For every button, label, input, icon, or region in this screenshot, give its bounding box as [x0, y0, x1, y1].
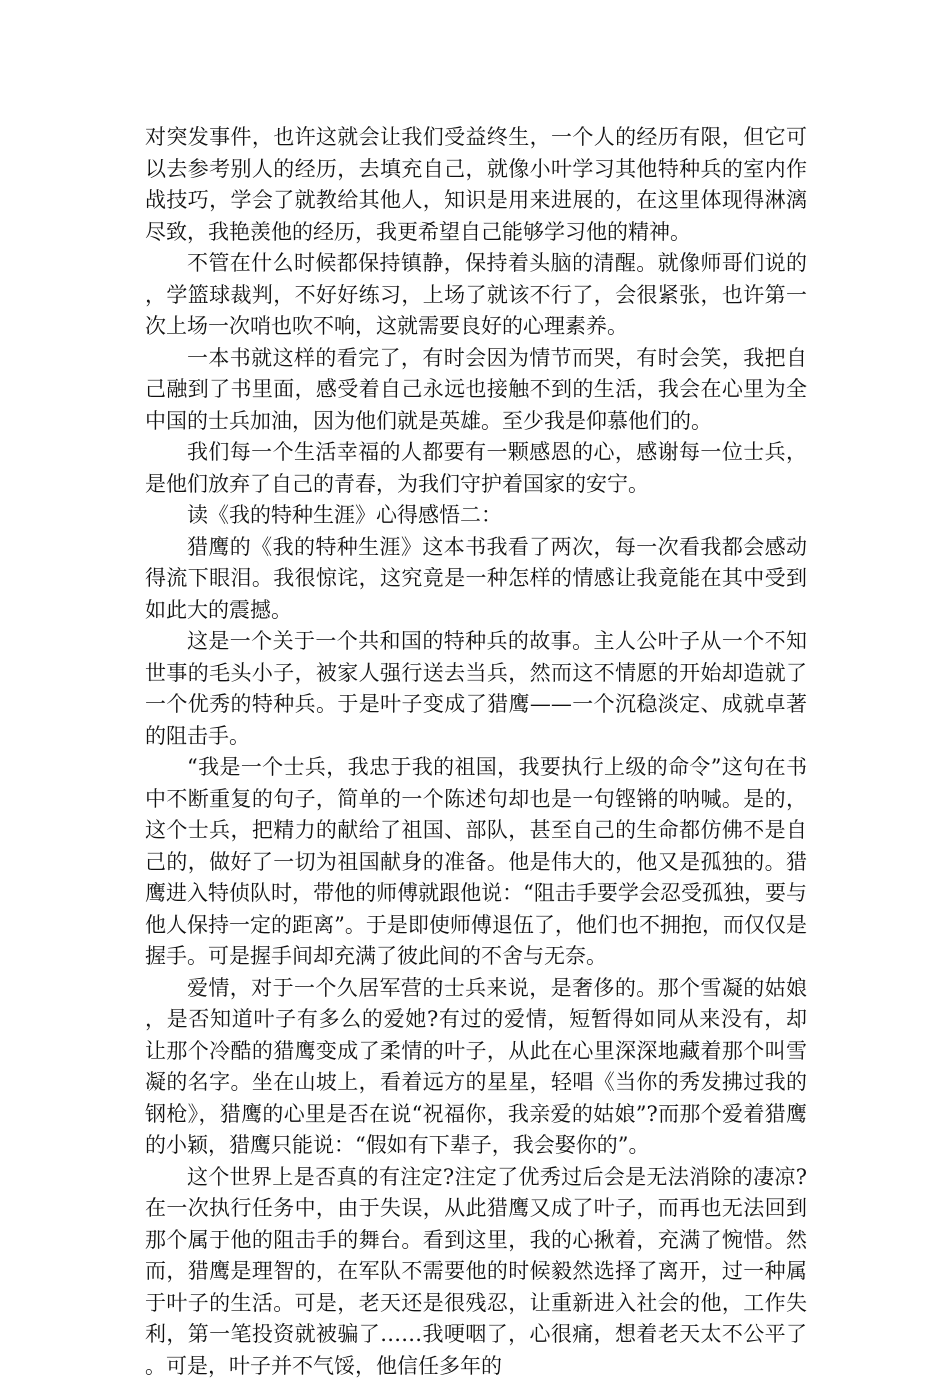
paragraph: 不管在什么时候都保持镇静，保持着头脑的清醒。就像师哥们说的，学篮球裁判，不好好练习，上场了就该不行了，会很紧张，也许第一次上场一次哨也吹不响，这就需要良好的心理素养。 [145, 248, 807, 343]
paragraph: 一本书就这样的看完了，有时会因为情节而哭，有时会笑，我把自己融到了书里面，感受着自己永远也接触不到的生活，我会在心里为全中国的士兵加油，因为他们就是英雄。至少我是仰慕他们的。 [145, 343, 807, 438]
paragraph: 这个世界上是否真的有注定?注定了优秀过后会是无法消除的凄凉?在一次执行任务中，由于失误，从此猎鹰又成了叶子，而再也无法回到那个属于他的阻击手的舞台。看到这里，我的心揪着，充满了惋惜。然而，猎鹰是理智的，在军队不需要他的时候毅然选择了离开，过一种属于叶子的生活。可是，老天还是很残忍，让重新进入社会的他，工作失利，第一笔投资就被骗了……我哽咽了，心很痛，想着老天太不公平了。可是，叶子并不气馁，他信任多年的 [145, 1162, 807, 1382]
paragraph-continuation: 对突发事件，也许这就会让我们受益终生，一个人的经历有限，但它可以去参考别人的经历，去填充自己，就像小叶学习其他特种兵的室内作战技巧，学会了就教给其他人，知识是用来进展的，在这里体现得淋漓尽致，我艳羡他的经历，我更希望自己能够学习他的精神。 [145, 122, 807, 248]
document-page [145, 122, 807, 1382]
paragraph: “我是一个士兵，我忠于我的祖国，我要执行上级的命令”这句在书中不断重复的句子，简单的一个陈述句却也是一句铿锵的呐喊。是的，这个士兵，把精力的献给了祖国、部队，甚至自己的生命都仿佛不是自己的，做好了一切为祖国献身的准备。他是伟大的，他又是孤独的。猎鹰进入特侦队时，带他的师傅就跟他说：“阻击手要学会忍受孤独，要与他人保持一定的距离”。于是即使师傅退伍了，他们也不拥抱，而仅仅是握手。可是握手间却充满了彼此间的不舍与无奈。 [145, 752, 807, 973]
paragraph: 这是一个关于一个共和国的特种兵的故事。主人公叶子从一个不知世事的毛头小子，被家人强行送去当兵，然而这不情愿的开始却造就了一个优秀的特种兵。于是叶子变成了猎鹰——一个沉稳淡定、成就卓著的阻击手。 [145, 626, 807, 752]
paragraph: 猎鹰的《我的特种生涯》这本书我看了两次，每一次看我都会感动得流下眼泪。我很惊诧，这究竟是一种怎样的情感让我竟能在其中受到如此大的震撼。 [145, 532, 807, 627]
paragraph: 我们每一个生活幸福的人都要有一颗感恩的心，感谢每一位士兵，是他们放弃了自己的青春，为我们守护着国家的安宁。 [145, 437, 807, 500]
paragraph: 爱情，对于一个久居军营的士兵来说，是奢侈的。那个雪凝的姑娘，是否知道叶子有多么的爱她?有过的爱情，短暂得如同从来没有，却让那个冷酷的猎鹰变成了柔情的叶子，从此在心里深深地藏着那个叫雪凝的名字。坐在山坡上，看着远方的星星，轻唱《当你的秀发拂过我的钢枪》，猎鹰的心里是否在说“祝福你，我亲爱的姑娘”?而那个爱着猎鹰的小颖，猎鹰只能说：“假如有下辈子，我会娶你的”。 [145, 973, 807, 1162]
section-heading: 读《我的特种生涯》心得感悟二： [145, 500, 807, 532]
